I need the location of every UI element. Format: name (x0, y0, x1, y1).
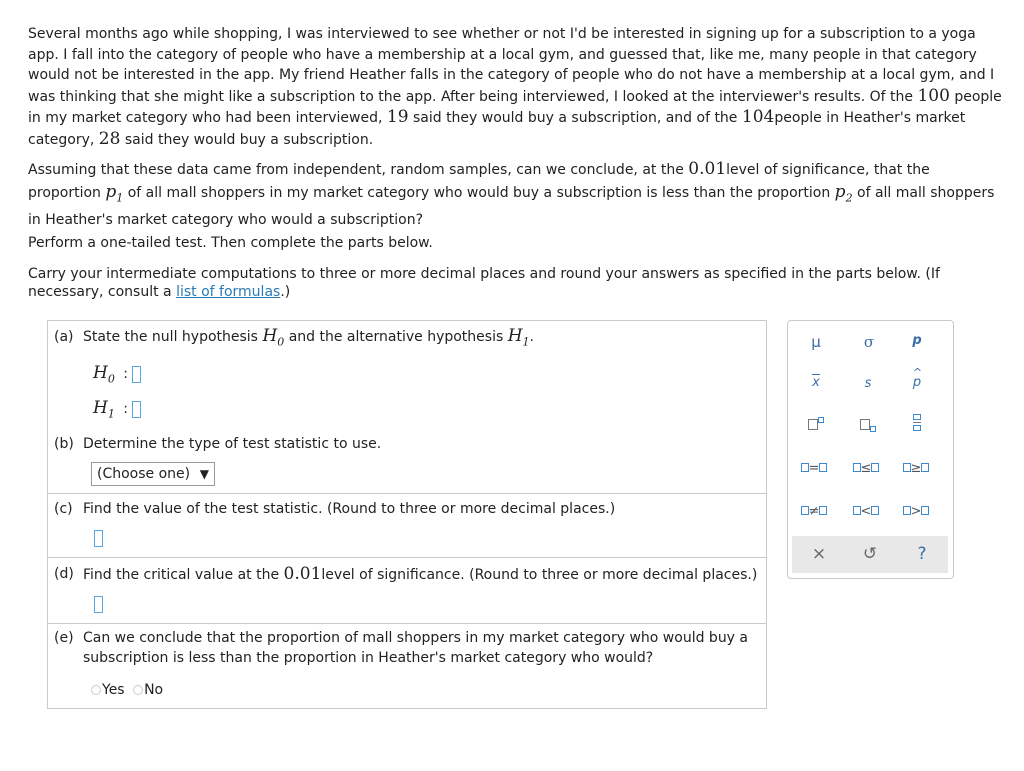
less-equal-button[interactable]: ≤ (846, 461, 886, 476)
question-text: of all mall shoppers in Heather's market category who would a subscription? (28, 185, 995, 229)
symbol-palette (787, 320, 954, 579)
significance-level: 0.01 (283, 564, 322, 584)
p2-symbol: $p_2$ (834, 182, 853, 205)
h1-symbol: $H_1$ (93, 398, 115, 421)
carry-instructions: Carry your intermediate computations to three or more decimal places and round your answers as specified in the parts below. (If necessary, consult a list of formulas.) (28, 266, 940, 300)
dropdown-value: (Choose one) (97, 466, 191, 482)
sigma-button[interactable]: σ (863, 333, 875, 351)
help-icon[interactable]: ? (917, 544, 927, 564)
part-d-question: Find the critical value at the 0.01level of significance. (Round to three or more decimal places.) (83, 564, 758, 584)
subscript-button[interactable] (848, 417, 888, 432)
greater-equal-button[interactable]: ≥ (896, 461, 936, 476)
part-c-box (47, 494, 767, 558)
intro-text: said they would buy a subscription, and of the (412, 110, 738, 126)
dropdown-arrow-icon: ▼ (199, 467, 209, 481)
test-statistic-input[interactable] (94, 530, 103, 547)
part-e-question: Can we conclude that the proportion of mall shoppers in my market category who would buy a (83, 630, 748, 646)
part-e-question: subscription is less than the proportion in Heather's market category who would? (83, 650, 654, 666)
part-d-box (47, 558, 767, 624)
question-text: Assuming that these data came from independent, random samples, can we conclude, at the (28, 162, 684, 178)
instruction-text: Perform a one-tailed test. Then complete the parts below. (28, 235, 433, 251)
p1-symbol: $p_1$ (105, 182, 124, 205)
carry-text: Carry your intermediate computations to three or more decimal places and round your answers as specified in the parts below. (If necessary, consult a (28, 266, 940, 300)
conclusion-options (91, 682, 163, 698)
s-button[interactable]: s (864, 376, 872, 391)
part-a-label: (a) (54, 329, 74, 345)
part-a-box (47, 320, 767, 430)
h0-symbol: $H_0$ (262, 326, 285, 349)
h0-row: $H_0$ : (93, 363, 141, 385)
palette-footer (792, 536, 948, 573)
clear-icon[interactable]: × (811, 544, 827, 564)
part-b-box (47, 429, 767, 494)
part-b-question: Determine the type of test statistic to use. (83, 436, 382, 452)
less-than-button[interactable]: < (846, 504, 886, 519)
part-b-label: (b) (54, 436, 74, 452)
test-statistic-dropdown[interactable] (91, 462, 215, 486)
undo-icon[interactable]: ↺ (862, 544, 878, 564)
critical-value-input[interactable] (94, 596, 103, 613)
h1-row: $H_1$ : (93, 398, 141, 420)
no-label[interactable]: No (144, 682, 164, 698)
part-c-label: (c) (54, 501, 73, 517)
greater-than-button[interactable]: > (896, 504, 936, 519)
fraction-button[interactable] (897, 414, 937, 435)
h0-input[interactable] (132, 366, 141, 383)
sample-size-2: 104 (741, 107, 775, 127)
intro-text: Several months ago while shopping, I was interviewed to see whether or not I'd be interested in signing up for a subscription to a yoga app. I fall into the category of people who have a membership at a local gym, and guessed that, like me, many people in that category would not be interested in the app. My friend Heather falls in the category of people who do not have a membership at a local gym, and I was thinking that she might like a subscription to the app. After being interviewed, I looked at the interviewer's results. Of the (28, 26, 995, 105)
no-radio[interactable] (133, 685, 143, 695)
h0-symbol: $H_0$ (93, 363, 115, 386)
part-a-question: State the null hypothesis $H_0$ and the alternative hypothesis $H_1$. (83, 326, 534, 349)
h1-symbol: $H_1$ (507, 326, 530, 349)
intro-text: people in my market category who had been interviewed, (28, 88, 1002, 126)
p-button[interactable]: p (912, 333, 922, 348)
formulas-link[interactable]: list of formulas (176, 284, 281, 300)
intro-text: said they would buy a subscription. (124, 131, 374, 148)
mu-button[interactable]: μ (811, 333, 821, 351)
problem-paragraph (28, 24, 1003, 150)
question-paragraph (28, 158, 1003, 231)
part-c-question: Find the value of the test statistic. (Round to three or more decimal places.) (83, 501, 616, 517)
successes-2: 28 (98, 128, 121, 149)
question-text: level of significance, that the proportion (28, 162, 930, 201)
significance-level: 0.01 (688, 159, 727, 179)
successes-1: 19 (386, 107, 409, 127)
xbar-button[interactable]: $\overline{x}$ (812, 375, 820, 390)
superscript-button[interactable] (796, 417, 836, 432)
sample-size-1: 100 (917, 85, 950, 106)
yes-label[interactable]: Yes (102, 682, 125, 698)
phat-button[interactable]: ^ p (912, 366, 923, 390)
equals-button[interactable]: = (794, 461, 834, 476)
yes-radio[interactable] (91, 685, 101, 695)
h1-input[interactable] (132, 401, 141, 418)
not-equal-button[interactable]: ≠ (794, 504, 834, 519)
part-e-label: (e) (54, 630, 74, 646)
part-e-box (47, 624, 767, 709)
question-text: of all mall shoppers in my market category who would buy a subscription is less than the proportion (127, 185, 831, 201)
intro-text: people in Heather's market category, (28, 110, 966, 148)
part-d-label: (d) (54, 566, 74, 582)
